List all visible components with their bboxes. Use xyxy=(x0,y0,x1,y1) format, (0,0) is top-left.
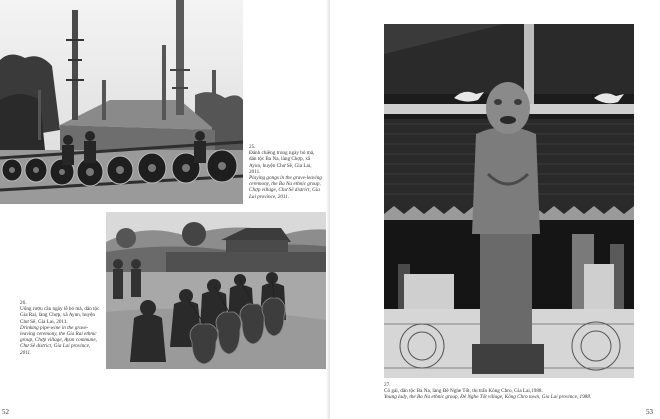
caption-number: 27. xyxy=(384,382,391,388)
caption-26 xyxy=(20,300,102,356)
caption-english: Playing gongs in the grave-leaving ceremony, the Ba Na ethnic group, Chợp village, Chư Sê district, Gia Lai province, 2011. xyxy=(249,175,322,200)
caption-25 xyxy=(249,144,323,200)
photo-gong-ceremony xyxy=(0,0,243,204)
gong-ceremony-image xyxy=(0,0,243,204)
caption-english: Young lady, the Ba Na ethnic group, Đê Nghe Tốt village, Kông Chro town, Gia Lai province, 1988. xyxy=(384,394,592,401)
page-number-right: 53 xyxy=(646,408,653,416)
caption-vietnamese: Cô gái, dân tộc Ba Na, làng Đê Nghe Tốt, thị trấn Kông Chro, Gia Lai,1988. xyxy=(384,388,543,395)
caption-number: 26. xyxy=(20,300,27,306)
caption-number: 25. xyxy=(249,144,256,150)
caption-27 xyxy=(384,382,634,401)
page-number-left: 52 xyxy=(2,408,9,416)
caption-vietnamese: Uống rượu cần ngày lễ bỏ mả, dân tộc Gia Rai, làng Chợp, xã Ayun, huyện Chư Sê, Gia Lai, 2011. xyxy=(20,306,100,325)
photo-pipe-wine xyxy=(106,212,340,369)
pipe-wine-image xyxy=(106,212,340,369)
photo-carved-statue xyxy=(384,24,634,378)
right-page xyxy=(330,0,660,419)
caption-english: Drinking pipe-wine in the grave-leaving ceremony, the Gia Rai ethnic group, Chợp village, Ayun commune, Chư Sê district, Gia Lai province, 2011. xyxy=(20,324,97,356)
carved-statue-image xyxy=(384,24,634,378)
caption-vietnamese: Đánh chiêng trong ngày bỏ mả, dân tộc Ba Na, làng Chợp, xã Ayun, huyện Chư Sê, Gia Lai, 2011. xyxy=(249,150,315,175)
